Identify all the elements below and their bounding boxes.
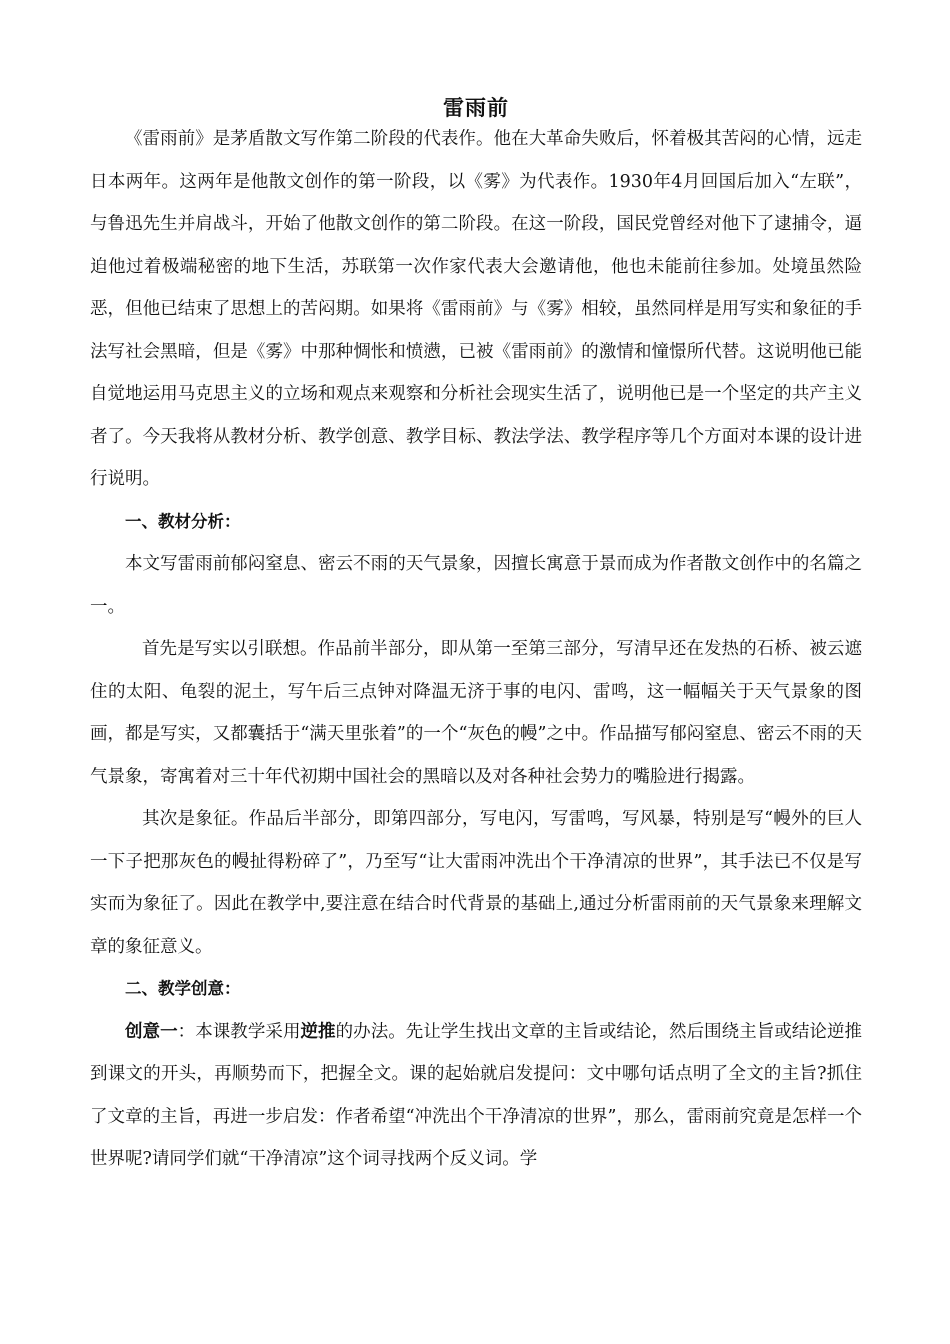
creative-one-text-a: ：本课教学采用: [177, 1021, 301, 1042]
paragraph-symbolism: 其次是象征。作品后半部分，即第四部分，写电闪，写雷鸣，写风暴，特别是写“幔外的巨人一下子把那灰色的幔扯得粉碎了”，乃至写“让大雷雨冲洗出个干净清凉的世界”，其手法已不仅是写实而为象征了。因此在教学中,要注意在结合时代背景的基础上,通过分析雷雨前的天气景象来理解文章的象征意义。: [90, 809, 862, 957]
paragraph-realism: 首先是写实以引联想。作品前半部分，即从第一至第三部分，写清早还在发热的石桥、被云遮住的太阳、龟裂的泥土，写午后三点钟对降温无济于事的电闪、雷鸣，这一幅幅关于天气景象的图画，都是写实，又都囊括于“满天里张着”的一个“灰色的幔”之中。作品描写郁闷窒息、密云不雨的天气景象，寄寓着对三十年代初期中国社会的黑暗以及对各种社会势力的嘴脸进行揭露。: [90, 639, 862, 787]
section-heading-material-analysis: 一、教材分析：: [125, 511, 241, 531]
creative-one-label: 创意一: [125, 1021, 178, 1042]
creative-one-text-b: 的办法。先让学生找出文章的主旨或结论，然后围绕主旨或结论逆推到课文的开头，再顺势而下，把握全文。课的起始就启发提问：文中哪句话点明了全文的主旨?抓住了文章的主旨，再进一步启发：作者希望“冲洗出个干净清凉的世界”，那么，雷雨前究竟是怎样一个世界呢?请同学们就“干净清凉”这个词寻找两个反义词。学: [90, 1021, 863, 1169]
paragraph-material-summary: 本文写雷雨前郁闷窒息、密云不雨的天气景象，因擅长寓意于景而成为作者散文创作中的名篇之一。: [90, 554, 862, 617]
section-heading-teaching-creativity: 二、教学创意：: [125, 979, 241, 998]
document-title: 雷雨前: [443, 96, 509, 120]
intro-paragraph: 《雷雨前》是茅盾散文写作第二阶段的代表作。他在大革命失败后，怀着极其苦闷的心情，远走日本两年。这两年是他散文创作的第一阶段，以《雾》为代表作。1930年4月回国后加入“左联”，与鲁迅先生并肩战斗，开始了他散文创作的第二阶段。在这一阶段，国民党曾经对他下了逮捕令，逼迫他过着极端秘密的地下生活，苏联第一次作家代表大会邀请他，他也未能前往参加。处境虽然险恶，但他已结束了思想上的苦闷期。如果将《雷雨前》与《雾》相较，虽然同样是用写实和象征的手法写社会黑暗，但是《雾》中那种惆怅和愤懑，已被《雷雨前》的激情和憧憬所代替。这说明他已能自觉地运用马克思主义的立场和观点来观察和分析社会现实生活了，说明他已是一个坚定的共产主义者了。今天我将从教材分析、教学创意、教学目标、教法学法、教学程序等几个方面对本课的设计进行说明。: [90, 129, 862, 489]
creative-one-keyword: 逆推: [300, 1021, 336, 1042]
document-page: [90, 92, 862, 1181]
paragraph-creative-one: [90, 1011, 862, 1181]
